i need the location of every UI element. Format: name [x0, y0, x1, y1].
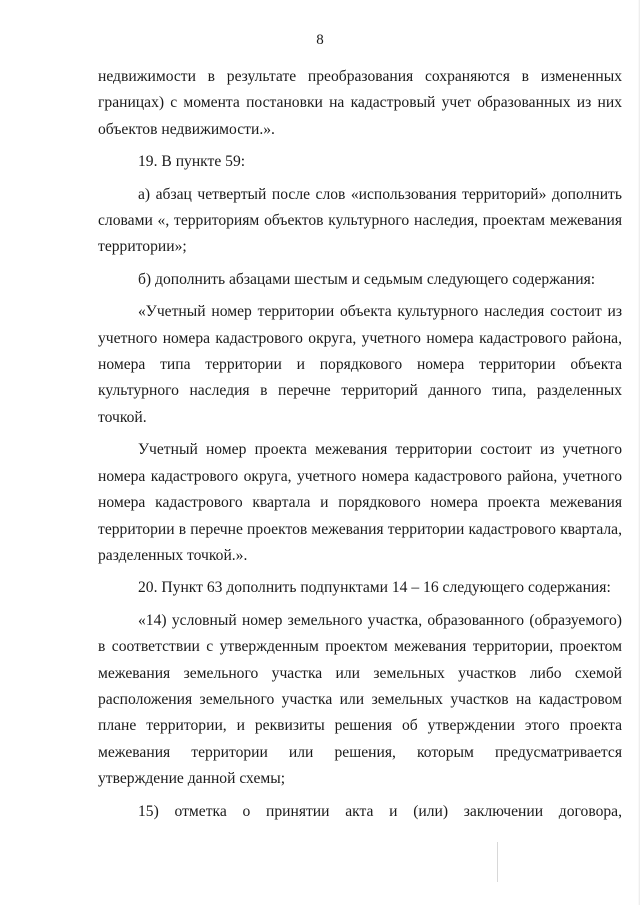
paragraph-subitem-15: 15) отметка о принятии акта и (или) заключении договора,: [138, 802, 622, 820]
scan-artifact-line: [497, 842, 498, 882]
paragraph-subitem-a: а) абзац четвертый после слов «использования территорий» дополнить словами «, территориям объектов культурного наследия, проектам межевания территории»;: [98, 185, 622, 256]
paragraph-subitem-14: «14) условный номер земельного участка, образованного (образуемого) в соответствии с утвержденным проектом межевания территории, проектом межевания земельного участка или земельных участков либо схемой расположения земельного участка или земельных участков на кадастровом плане территории, и реквизиты решения об утверждении этого проекта межевания территории или решения, которым предусматривается утверждение данной схемы;: [98, 611, 622, 788]
document-body: [98, 64, 622, 825]
paragraph-quote-survey-project: Учетный номер проекта межевания территории состоит из учетного номера кадастрового округа, учетного номера кадастрового района, учетного номера кадастрового квартала и порядкового номера проекта межевания территории в перечне проектов межевания территории кадастрового квартала, разделенных точкой.».: [98, 441, 622, 564]
paragraph-item-20: 20. Пункт 63 дополнить подпунктами 14 – 16 следующего содержания:: [138, 579, 611, 597]
paragraph-subitem-b: б) дополнить абзацами шестым и седьмым следующего содержания:: [138, 270, 596, 288]
page-number: 8: [316, 32, 324, 48]
paragraph-item-19: 19. В пункте 59:: [138, 153, 246, 171]
paragraph-continuation: недвижимости в результате преобразования сохраняются в измененных границах) с момента постановки на кадастровый учет образованных из них объектов недвижимости.».: [98, 68, 622, 138]
paragraph-quote-cultural-heritage: «Учетный номер территории объекта культурного наследия состоит из учетного номера кадастрового округа, учетного номера кадастрового района, номера типа территории и порядкового номера территории объекта культурного наследия в перечне территорий данного типа, разделенных точкой.: [98, 303, 622, 426]
